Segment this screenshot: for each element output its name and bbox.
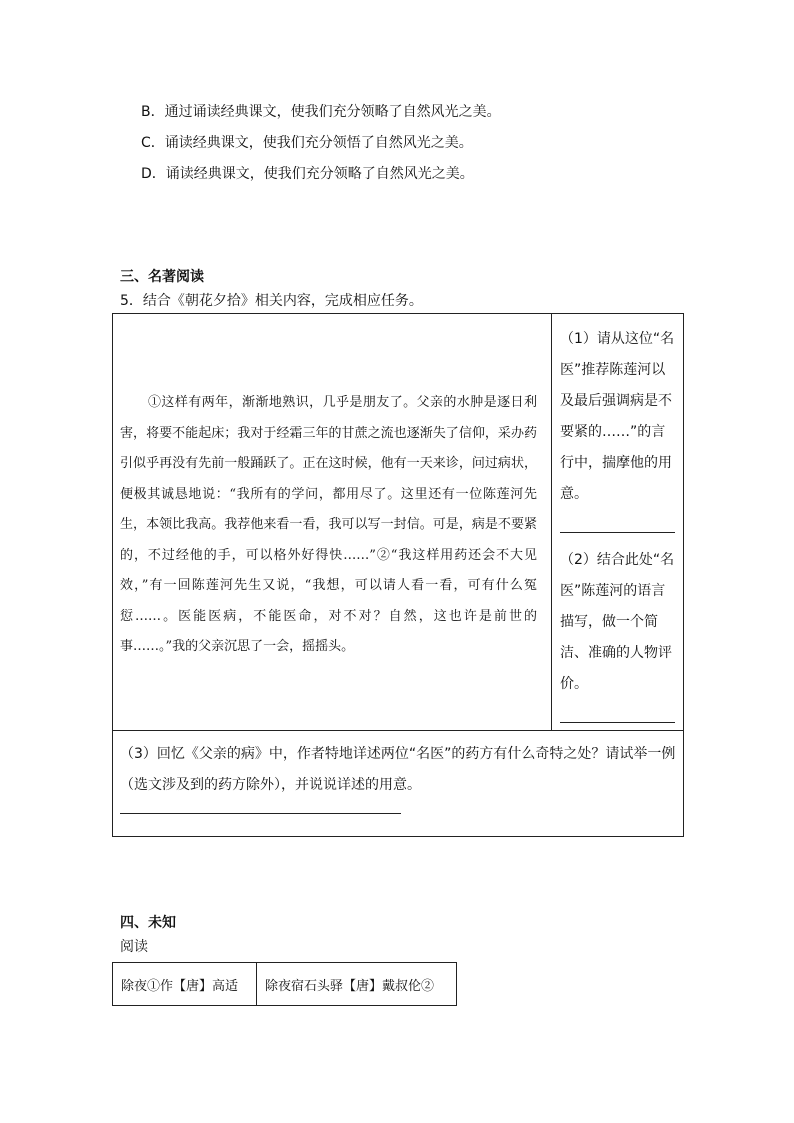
poems-table bbox=[112, 962, 457, 1006]
option-d: D．诵读经典课文，使我们充分领略了自然风光之美。 bbox=[141, 166, 474, 182]
task-1: （1）请从这位“名医”推荐陈莲河以及最后强调病是不要紧的……”的言行中，揣摩他的用意。 bbox=[560, 331, 675, 502]
option-b: B．通过诵读经典课文，使我们充分领略了自然风光之美。 bbox=[141, 104, 501, 120]
task-3: （3）回忆《父亲的病》中，作者特地详述两位“名医”的药方有什么奇特之处？请试举一例（选文涉及到的药方除外），并说说详述的用意。 bbox=[120, 746, 676, 793]
option-c: C．诵读经典课文，使我们充分领悟了自然风光之美。 bbox=[141, 135, 473, 151]
poem-title-1: 除夜①作【唐】高适 bbox=[113, 963, 257, 1006]
task-3-cell bbox=[113, 731, 684, 837]
answer-line-3[interactable] bbox=[120, 803, 401, 814]
answer-line-2[interactable] bbox=[560, 700, 675, 723]
question-5: 5．结合《朝花夕拾》相关内容，完成相应任务。 bbox=[120, 293, 423, 309]
side-tasks-cell bbox=[552, 314, 684, 731]
reading-task-table bbox=[112, 313, 684, 837]
answer-line-1[interactable] bbox=[560, 510, 675, 533]
section-3-heading: 三、名著阅读 bbox=[120, 269, 204, 285]
section-4-subheading: 阅读 bbox=[120, 939, 148, 955]
poem-title-2: 除夜宿石头驿【唐】戴叔伦② bbox=[257, 963, 457, 1006]
task-2: （2）结合此处“名医”陈莲河的语言描写，做一个简洁、准确的人物评价。 bbox=[560, 552, 675, 692]
passage-text: ①这样有两年，渐渐地熟识，几乎是朋友了。父亲的水肿是逐日利害，将要不能起床；我对于经霜三年的甘蔗之流也逐渐失了信仰，采办药引似乎再没有先前一般踊跃了。正在这时候，他有一天来诊，问过病状，便极其诚恳地说：“我所有的学问，都用尽了。这里还有一位陈莲河先生，本领比我高。我荐他来看一看，我可以写一封信。可是，病是不要紧的，不过经他的手，可以格外好得快……”②“我这样用药还会不大见效，”有一回陈莲河先生又说，“我想，可以请人看一看，可有什么冤愆……。医能医病，不能医命，对不对？自然，这也许是前世的事……。”我的父亲沉思了一会，摇摇头。 bbox=[120, 395, 537, 654]
passage-cell bbox=[113, 314, 552, 731]
section-4-heading: 四、未知 bbox=[120, 915, 176, 931]
